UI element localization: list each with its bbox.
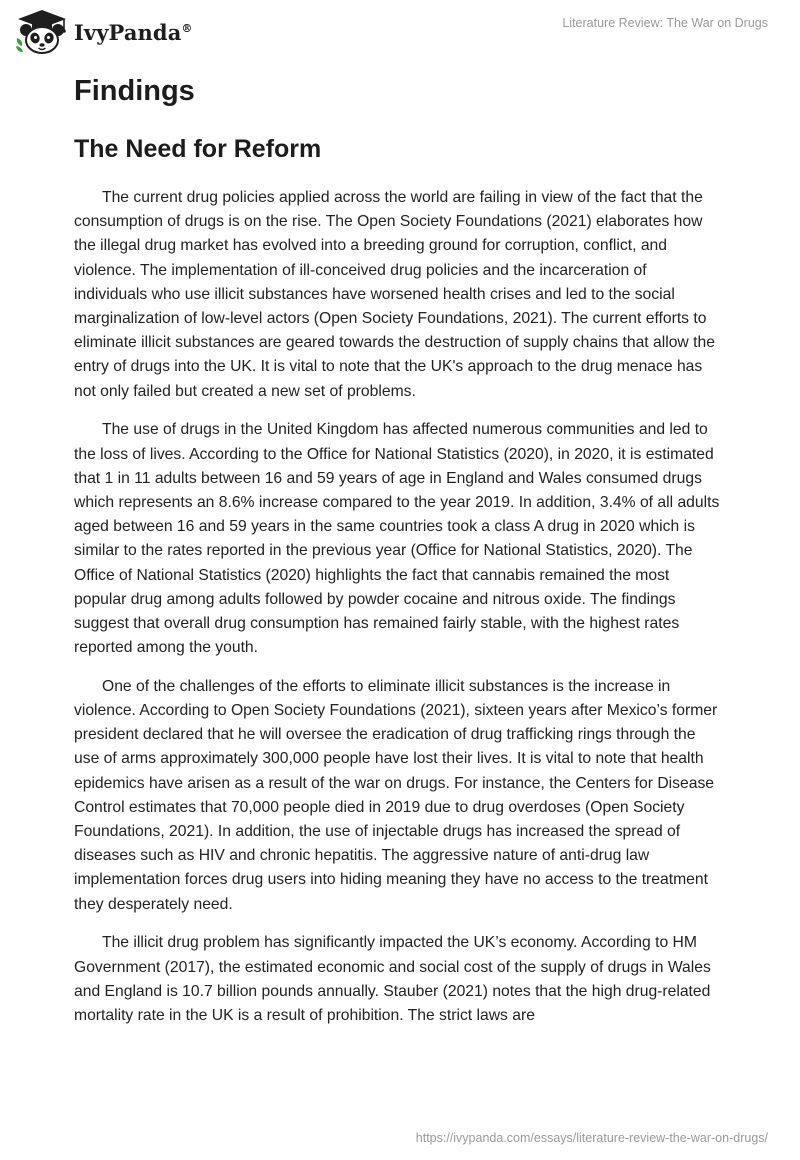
brand-name: IvyPanda® bbox=[74, 19, 193, 45]
paragraph-4: The illicit drug problem has significantly impacted the UK’s economy. According to HM Government (2017), the estimated economic and social cost of the supply of drugs in Wales and England is 10.7 billion pounds annually. Stauber (2021) notes that the high drug-related mortality rate in the UK is a result of prohibition. The strict laws are bbox=[74, 934, 711, 1024]
essay-content bbox=[74, 70, 724, 1028]
page-header bbox=[0, 0, 800, 64]
document-title: Literature Review: The War on Drugs bbox=[562, 16, 768, 30]
paragraph-1: The current drug policies applied across the world are failing in view of the fact that the consumption of drugs is on the rise. The Open Society Foundations (2021) elaborates how the illegal drug market has evolved into a breeding ground for corruption, conflict, and violence. The implementation of ill-conceived drug policies and the incarceration of individuals who use illicit substances have worsened health crises and led to the social marginalization of low-level actors (Open Society Foundations, 2021). The current efforts to eliminate illicit substances are geared towards the destruction of supply chains that allow the entry of drugs into the UK. It is vital to note that the UK's approach to the drug menace has not only failed but created a new set of problems. bbox=[74, 189, 715, 400]
subsection-heading: The Need for Reform bbox=[74, 135, 322, 163]
source-url[interactable]: https://ivypanda.com/essays/literature-review-the-war-on-drugs/ bbox=[415, 1131, 768, 1145]
panda-graduation-cap-icon bbox=[14, 8, 70, 56]
registered-mark: ® bbox=[181, 21, 193, 35]
paragraph-2: The use of drugs in the United Kingdom has affected numerous communities and led to the loss of lives. According to the Office for National Statistics (2020), in 2020, it is estimated that 1 in 11 adults between 16 and 59 years of age in England and Wales consumed drugs which represents an 8.6% increase compared to the year 2019. In addition, 3.4% of all adults aged between 16 and 59 years in the same countries took a class A drug in 2020 which is similar to the rates reported in the previous year (Office for National Statistics, 2020). The Office of National Statistics (2020) highlights the fact that cannabis remained the most popular drug among adults followed by powder cocaine and nitrous oxide. The findings suggest that overall drug consumption has remained fairly stable, with the highest rates reported among the youth. bbox=[74, 421, 720, 657]
paragraph-3: One of the challenges of the efforts to eliminate illicit substances is the increase in violence. According to Open Society Foundations (2021), sixteen years after Mexico’s former president declared that he will oversee the eradication of drug trafficking rings through the use of arms approximately 300,000 people have lost their lives. It is vital to note that health epidemics have arisen as a result of the war on drugs. For instance, the Centers for Disease Control estimates that 70,000 people died in 2019 due to drug overdoses (Open Society Foundations, 2021). In addition, the use of injectable drugs has increased the spread of diseases such as HIV and chronic hepatitis. The aggressive nature of anti-drug law implementation forces drug users into hiding meaning they have no access to the treatment they desperately need. bbox=[74, 677, 718, 913]
section-heading: Findings bbox=[74, 75, 195, 107]
brand-logo[interactable] bbox=[14, 8, 193, 56]
